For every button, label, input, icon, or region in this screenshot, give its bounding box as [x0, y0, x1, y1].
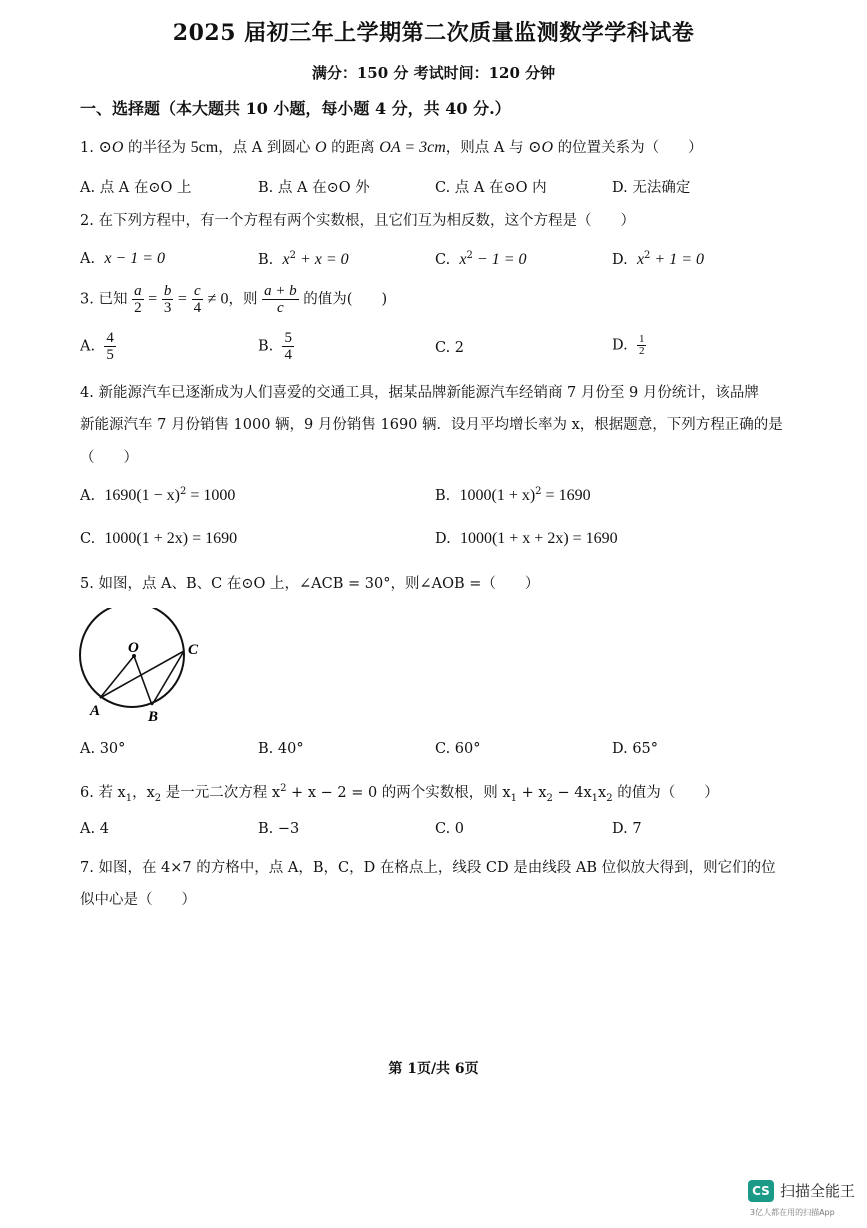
question-4-line-3: （ ） — [80, 450, 138, 466]
q4-d-math: 1000(1 + x + 2x) = 1690 — [459, 530, 618, 547]
q2-option-c — [435, 250, 526, 269]
q3-option-a — [80, 330, 116, 363]
subscript: 2 — [154, 792, 162, 804]
option-label: B. — [258, 338, 274, 355]
numerator: 5 — [284, 330, 292, 346]
camscanner-name: 扫描全能王 — [780, 1182, 856, 1200]
exponent: 2 — [180, 486, 187, 497]
q1-text: ，点 A 到圆心 — [218, 140, 315, 156]
q4-option-b — [435, 486, 591, 505]
option-label: A. — [80, 338, 96, 355]
question-7-line-2: 似中心是（ ） — [80, 892, 196, 908]
q1-text: 的距离 — [326, 140, 380, 156]
exponent: 2 — [289, 250, 296, 261]
question-4-line-1: 4. 新能源汽车已逐渐成为人们喜爱的交通工具，据某品牌新能源汽车经销商 7 月份至 9 月份统计，该品牌 — [80, 385, 759, 401]
fraction-a-plus-b-over-c — [262, 283, 299, 316]
q6-text: ，x — [132, 785, 155, 801]
fraction-b-over-3 — [162, 283, 174, 316]
label-o: O — [128, 640, 139, 656]
numerator: a + b — [264, 283, 297, 299]
q1-option-d: D. 无法确定 — [612, 180, 691, 196]
q5-option-a: A. 30° — [80, 741, 126, 757]
q6-option-b: B. −3 — [258, 821, 300, 837]
camscanner-logo-icon: CS — [748, 1180, 774, 1202]
q5-option-d: D. 65° — [612, 741, 659, 757]
label-b: B — [148, 709, 159, 725]
q6-text: x — [598, 785, 607, 801]
option-label: D. — [435, 531, 451, 547]
not-equal-zero: ≠ 0 — [207, 290, 229, 308]
q1-math-oa: OA = 3cm — [379, 139, 446, 156]
exponent: 2 — [644, 250, 651, 261]
q6-option-d: D. 7 — [612, 821, 642, 837]
camscanner-tagline: 3亿人都在用的扫描App — [750, 1208, 835, 1217]
denominator: 2 — [134, 300, 142, 316]
denominator: 5 — [106, 347, 114, 363]
segment-ac — [100, 651, 184, 698]
option-label: C. — [435, 251, 451, 268]
option-label: A. — [80, 487, 96, 504]
q4-option-d — [435, 530, 618, 548]
denominator: 2 — [638, 345, 645, 357]
q2-b-math: x — [282, 250, 290, 268]
fraction-c-over-4 — [192, 283, 204, 316]
question-3 — [80, 283, 387, 316]
subscript: 2 — [546, 792, 553, 804]
q2-option-a — [80, 250, 165, 268]
fraction-a-over-2 — [132, 283, 144, 316]
q6-text: 6. 若 x — [80, 785, 126, 801]
exam-title: 2025 届初三年上学期第二次质量监测数学学科试卷 — [172, 20, 695, 46]
q4-c-math: 1000(1 + 2x) = 1690 — [104, 530, 238, 547]
q1-option-b: B. 点 A 在⊙O 外 — [258, 180, 370, 196]
question-5: 5. 如图，点 A、B、C 在⊙O 上，∠ACB = 30°，则∠AOB =（ ） — [80, 576, 540, 592]
q6-text: − 4x — [552, 785, 592, 801]
q6-text: 是一元二次方程 x — [161, 785, 281, 801]
numerator: b — [163, 283, 172, 299]
question-4-line-2: 新能源汽车 7 月份销售 1000 辆，9 月份销售 1690 辆．设月平均增长率为 x，根据题意，下列方程正确的是 — [80, 417, 783, 433]
q2-option-d — [612, 250, 704, 269]
subscript: 1 — [591, 792, 599, 804]
segment-oa — [100, 656, 134, 698]
denominator: 4 — [193, 300, 202, 316]
q1-option-c: C. 点 A 在⊙O 内 — [435, 180, 547, 196]
numerator: 4 — [106, 330, 114, 346]
q4-option-a — [80, 486, 235, 505]
question-6 — [80, 781, 719, 804]
q2-c-math: x — [459, 250, 467, 268]
q3-option-c: C. 2 — [435, 340, 465, 356]
exponent: 2 — [535, 486, 542, 497]
q2-c-math: − 1 = 0 — [472, 250, 527, 268]
q4-a-math: = 1000 — [186, 486, 236, 504]
subscript: 1 — [510, 792, 517, 804]
segment-ob — [134, 656, 152, 705]
q3-text: 的值为( ) — [303, 291, 388, 308]
q6-text: + x — [516, 785, 547, 801]
option-label: C. — [80, 531, 96, 547]
q3-option-d — [612, 334, 646, 357]
denominator: c — [277, 300, 284, 316]
label-c: C — [188, 642, 199, 658]
q2-a-math: x − 1 = 0 — [104, 250, 166, 267]
q1-text: 1. — [80, 140, 99, 156]
section-heading: 一、选择题（本大题共 10 小题，每小题 4 分，共 40 分.） — [80, 99, 511, 118]
q6-text: + x − 2 = 0 的两个实数根，则 x — [286, 785, 511, 801]
q2-d-math: x — [636, 250, 645, 268]
q1-math-circle: ⊙O — [528, 139, 554, 156]
q1-text: 的半径为 — [123, 140, 191, 156]
page-number: 第 1页/共 6页 — [388, 1061, 479, 1077]
q5-option-c: C. 60° — [435, 741, 481, 757]
q1-math-radius: 5cm — [190, 139, 219, 156]
label-a: A — [90, 703, 101, 719]
q1-math-o: O — [315, 139, 327, 156]
question-7-line-1: 7. 如图，在 4×7 的方格中，点 A，B，C，D 在格点上，线段 CD 是由线段 AB 位似放大得到，则它们的位 — [80, 860, 776, 876]
fraction — [104, 330, 116, 363]
subscript: 1 — [125, 792, 133, 804]
q4-b-math: = 1690 — [541, 486, 591, 504]
option-label: A. — [80, 251, 96, 267]
q2-d-math: + 1 = 0 — [650, 250, 705, 268]
q1-text: ，则点 A 与 — [445, 140, 529, 156]
denominator: 4 — [284, 347, 292, 363]
option-label: B. — [435, 487, 451, 504]
circle-diagram — [78, 608, 218, 728]
q3-text: 3. 已知 — [80, 291, 128, 308]
equals: = — [148, 290, 158, 308]
q4-a-math: 1690(1 − x) — [104, 486, 180, 504]
q4-b-math: 1000(1 + x) — [459, 486, 536, 504]
option-label: D. — [612, 337, 628, 354]
q2-b-math: + x = 0 — [295, 250, 349, 268]
q1-math-circle: ⊙O — [98, 139, 124, 156]
q4-option-c — [80, 530, 237, 548]
q5-option-b: B. 40° — [258, 741, 304, 757]
denominator: 3 — [163, 300, 172, 316]
q6-option-a: A. 4 — [80, 821, 109, 837]
option-label: B. — [258, 251, 274, 268]
exponent: 2 — [280, 783, 287, 795]
question-1 — [80, 136, 703, 157]
q1-text: 的位置关系为（ ） — [553, 140, 703, 156]
exponent: 2 — [466, 250, 473, 261]
equals: = — [177, 290, 187, 308]
q6-option-c: C. 0 — [435, 821, 465, 837]
question-2: 2. 在下列方程中，有一个方程有两个实数根，且它们互为相反数，这个方程是（ ） — [80, 213, 635, 229]
fraction — [637, 334, 647, 357]
numerator: c — [193, 283, 201, 299]
numerator: a — [134, 283, 142, 299]
q1-option-a: A. 点 A 在⊙O 上 — [80, 180, 192, 196]
numerator: 1 — [638, 333, 645, 345]
fraction — [282, 330, 294, 363]
circle-figure — [78, 608, 218, 732]
exam-subtitle: 满分：150 分 考试时间：120 分钟 — [311, 64, 556, 82]
q3-text: ，则 — [228, 291, 258, 308]
q2-option-b — [258, 250, 349, 269]
q3-option-b — [258, 330, 294, 363]
q6-text: 的值为（ ） — [612, 785, 719, 801]
subscript: 2 — [606, 792, 613, 804]
option-label: D. — [612, 251, 628, 268]
